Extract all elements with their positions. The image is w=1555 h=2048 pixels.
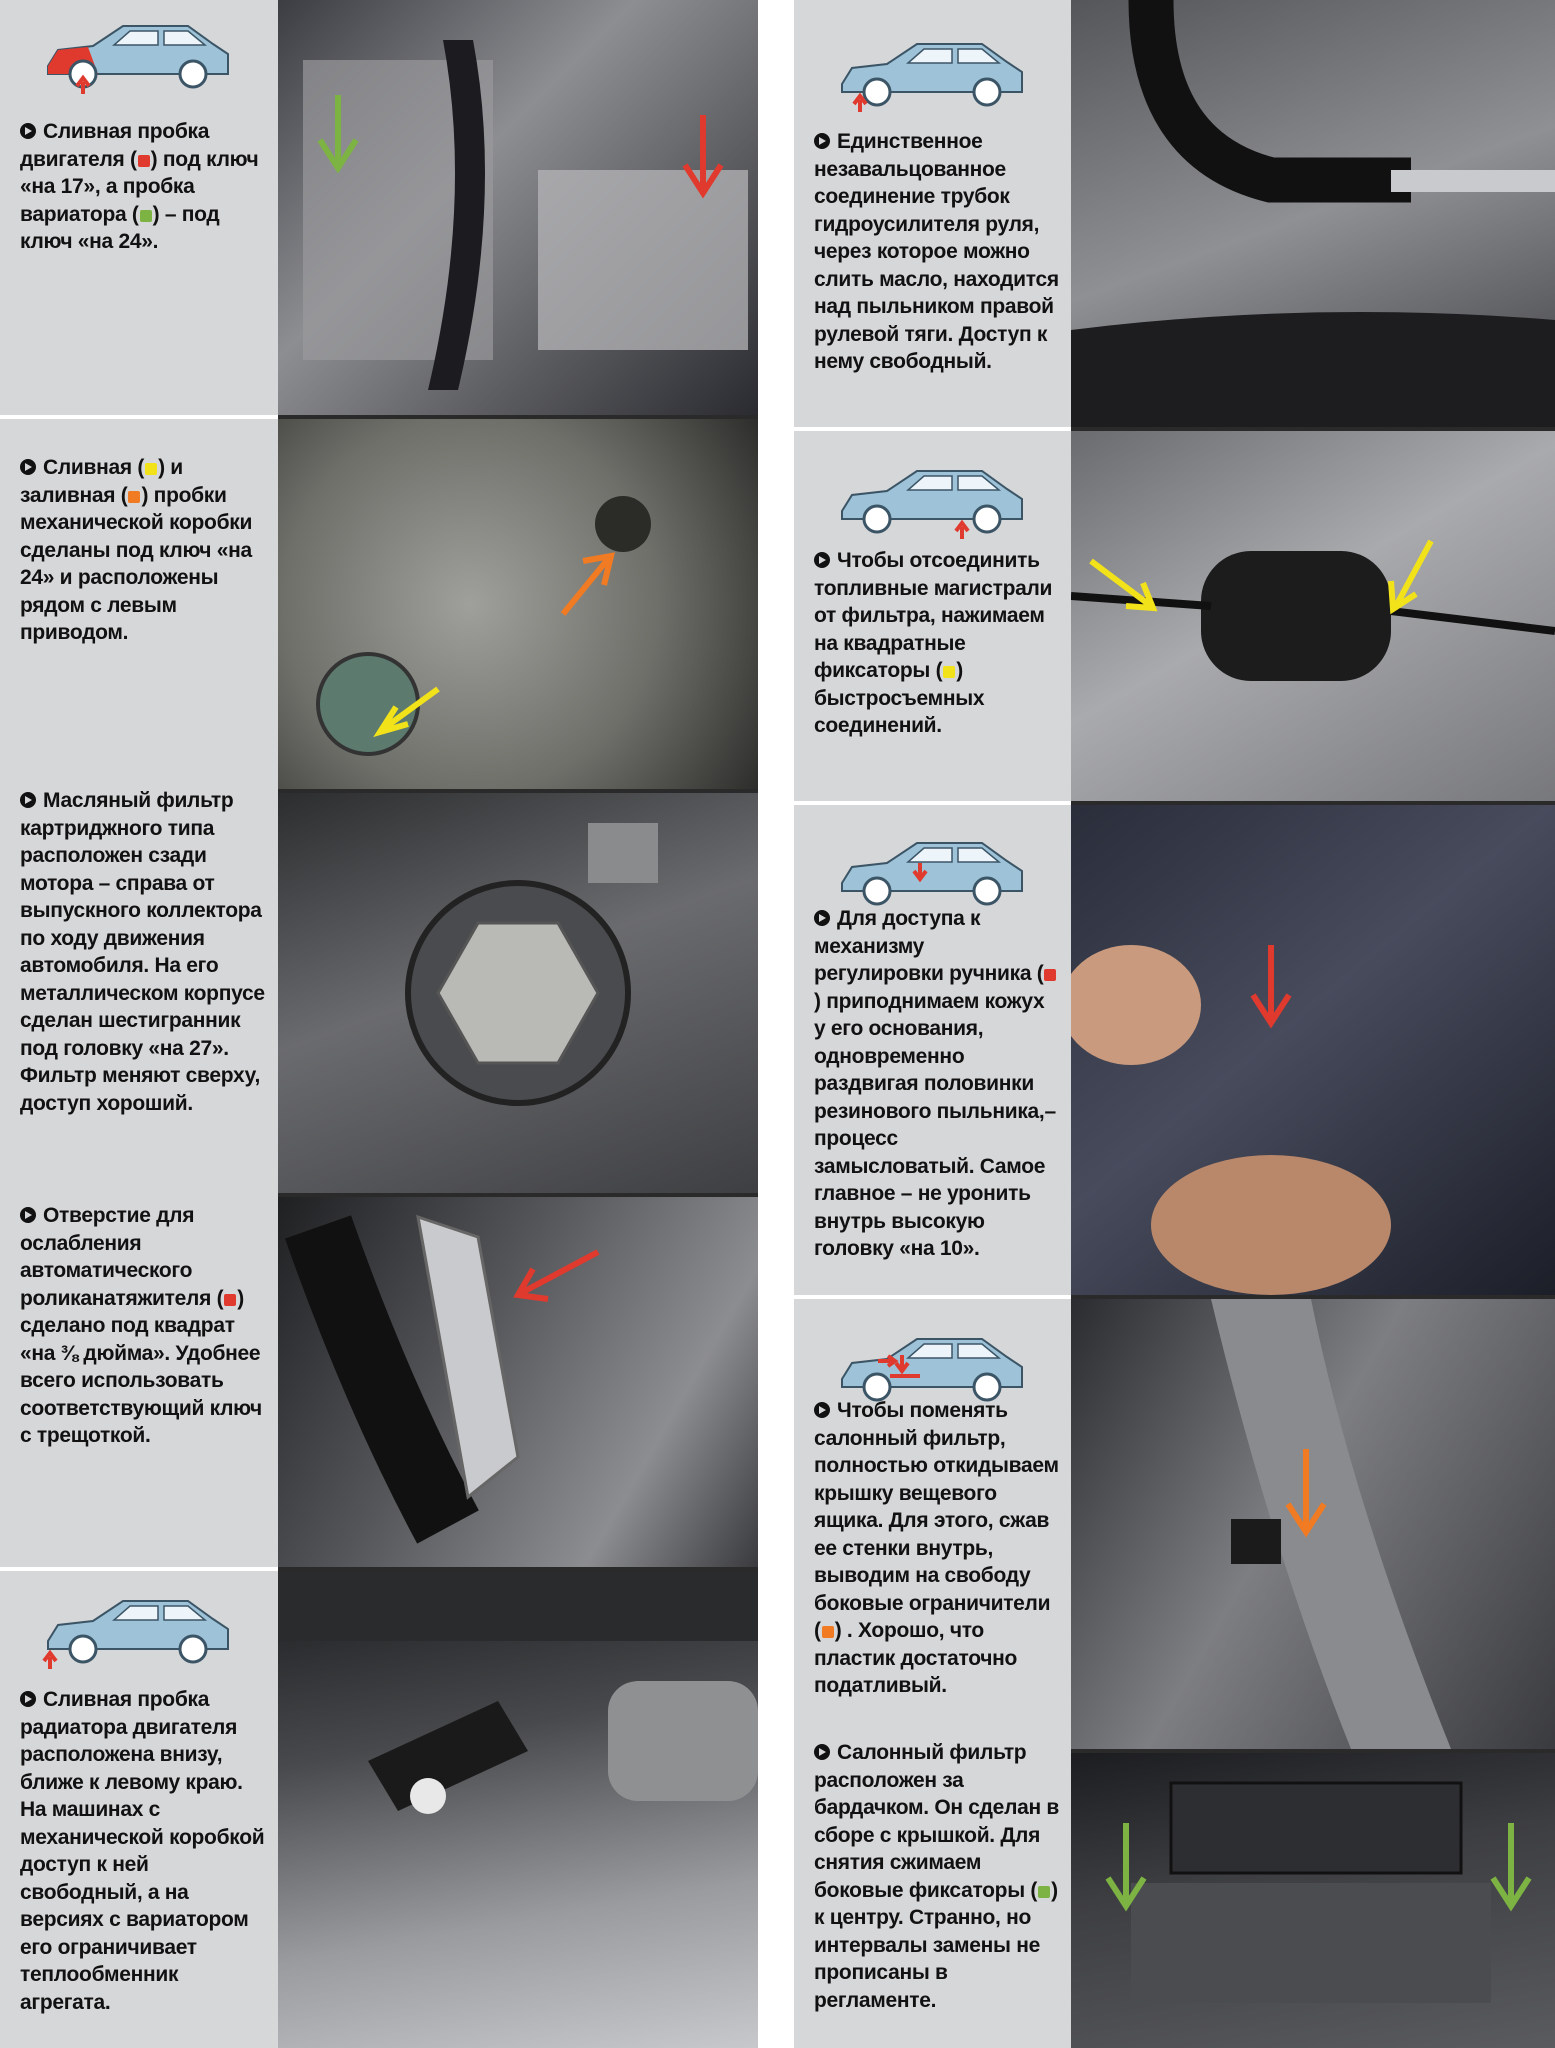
arrow-bullet-icon (814, 1402, 830, 1418)
yellow-marker-icon (145, 463, 157, 475)
yellow-marker-icon (943, 666, 955, 678)
right-text-panel-1 (794, 0, 1071, 427)
photo-gearbox-plugs (278, 419, 758, 789)
arrow-bullet-icon (20, 1207, 36, 1223)
car-front-wheel-icon (38, 16, 238, 96)
red-marker-icon (224, 1294, 236, 1306)
photo-handbrake-cover (1071, 805, 1555, 1295)
orange-marker-icon (128, 491, 140, 503)
green-marker-icon (140, 210, 152, 222)
right-text-panel-3 (794, 805, 1071, 1295)
arrow-bullet-icon (20, 792, 36, 808)
car-front-under-icon (832, 34, 1032, 114)
left-text-panel-1 (0, 0, 278, 415)
photo-glovebox-limiter (1071, 1299, 1555, 1749)
red-marker-icon (138, 155, 150, 167)
left-text-panel-3 (0, 1571, 278, 2048)
right-text-panel-2 (794, 431, 1071, 801)
left-text-panel-2 (0, 419, 278, 1567)
car-interior-icon (832, 833, 1032, 913)
arrow-bullet-icon (20, 1691, 36, 1707)
photo-cabin-filter (1071, 1753, 1555, 2048)
text-manual-gearbox-plugs: Сливная ( ) и заливная ( ) пробки механической коробки сделаны под ключ «на 24» и расположены рядом с левым приводом. (20, 456, 253, 644)
arrow-bullet-icon (20, 123, 36, 139)
photo-belt-tensioner (278, 1197, 758, 1567)
car-middle-under-icon (832, 461, 1032, 541)
orange-marker-icon (822, 1626, 834, 1638)
text-engine-drain-plug: Сливная пробка двигателя ( ) под ключ «на 17», а пробка вариатора ( ) – под ключ «на 24». (20, 120, 259, 253)
photo-radiator-drain (278, 1571, 758, 2048)
photo-fuel-filter (1071, 431, 1555, 801)
photo-oil-filter (278, 793, 758, 1193)
text-oil-filter: Масляный фильтр картриджного типа расположен сзади мотора – справа от выпускного коллектора по ходу движения автомобиля. На его металлическом корпусе сделан шестигранник под головку «на 27». Фильтр меняют сверху, доступ хороший. (20, 789, 265, 1115)
red-marker-icon (1044, 969, 1056, 981)
green-marker-icon (1038, 1886, 1050, 1898)
text-cabin-filter-location: Салонный фильтр расположен за бардачком. Он сделан в сборе с крышкой. Для снятия сжимаем боковые фиксаторы ( ) к центру. Странно, но интервалы замены не прописаны в регламенте. (814, 1741, 1060, 2012)
photo-engine-underside (278, 0, 758, 415)
text-fuel-filter-lines: Чтобы отсоединить топливные магистрали от фильтра, нажимаем на квадратные фиксаторы ( ) быстросъемных соединений. (814, 549, 1053, 737)
arrow-bullet-icon (20, 459, 36, 475)
car-front-bottom-icon (38, 1591, 238, 1671)
text-power-steering-joint: Единственное незавальцованное соединение трубок гидроусилителя руля, через которое можно слить масло, находится над пыльником правой рулевой тяги. Доступ к нему свободный. (814, 130, 1059, 373)
text-handbrake-adjust: Для доступа к механизму регулировки ручника () приподнимаем кожух у его основания, одновременно раздвигая половинки резинового пыльника,– процесс замысловатый. Самое главное – не уронить внутрь высокую головку «на 10». (814, 907, 1056, 1260)
arrow-bullet-icon (814, 552, 830, 568)
arrow-bullet-icon (814, 133, 830, 149)
right-text-panel-4 (794, 1299, 1071, 2048)
arrow-bullet-icon (814, 1744, 830, 1760)
text-cabin-filter-glovebox: Чтобы поменять салонный фильтр, полностью откидываем крышку вещевого ящика. Для этого, сжав ее стенки внутрь, выводим на свободу боковые ограничители ( ) . Хорошо, что пластик достаточно податливый. (814, 1399, 1059, 1697)
photo-power-steering-pipe (1071, 0, 1555, 427)
text-radiator-drain-plug: Сливная пробка радиатора двигателя расположена внизу, ближе к левому краю. На машинах с механической коробкой доступ к ней свободный, а на версиях с вариатором его ограничивает теплообменник агрегата. (20, 1688, 265, 2014)
arrow-bullet-icon (814, 910, 830, 926)
text-belt-tensioner: Отверстие для ослабления автоматического роликанатяжителя ( ) сделано под квадрат «на ⅜ дюйма». Удобнее всего использовать соответствующий ключ с трещоткой. (20, 1204, 262, 1447)
